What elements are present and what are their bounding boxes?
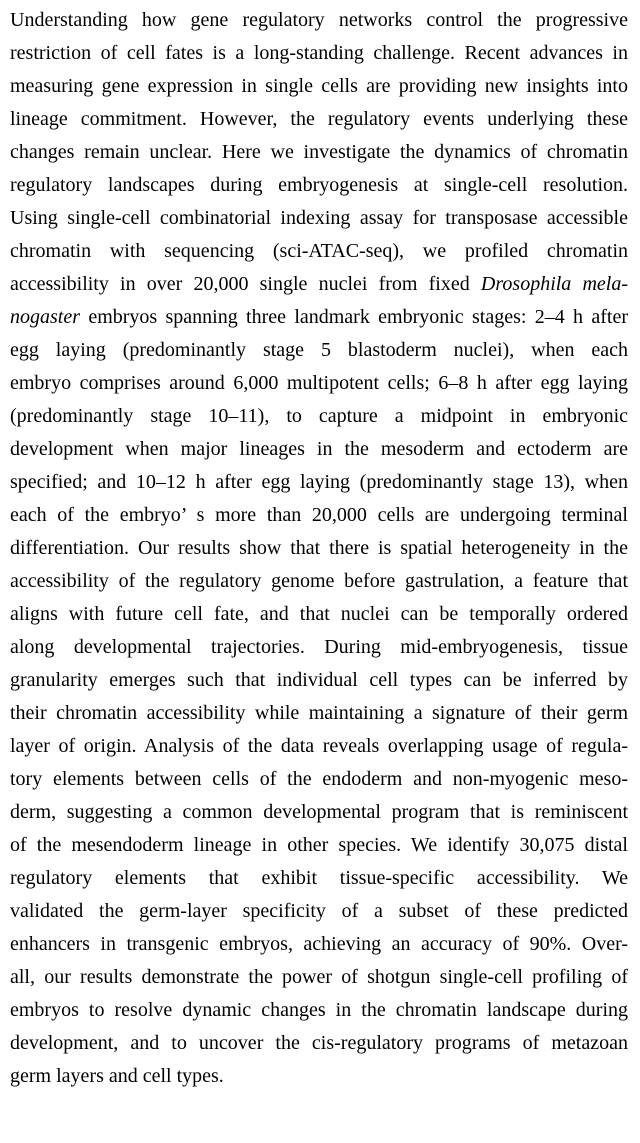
text-line: validated the germ-layer specificity of a subset of these predicted — [10, 900, 628, 922]
text-line: chromatin with sequencing (sci-ATAC-seq), we profiled chromatin — [10, 240, 628, 262]
text-line: measuring gene expression in single cells are providing new insights into — [10, 75, 628, 97]
text-line: along developmental trajectories. During mid-embryogenesis, tissue — [10, 636, 628, 658]
text-line: regulatory elements that exhibit tissue-specific accessibility. We — [10, 867, 628, 889]
text-line: Using single-cell combinatorial indexing assay for transposase accessible — [10, 207, 628, 229]
text-line: differentiation. Our results show that there is spatial heterogeneity in the — [10, 537, 628, 559]
text-line: accessibility of the regulatory genome before gastrulation, a feature that — [10, 570, 628, 592]
text-line: enhancers in transgenic embryos, achieving an accuracy of 90%. Over- — [10, 933, 628, 955]
text-line: (predominantly stage 10–11), to capture a midpoint in embryonic — [10, 405, 628, 427]
text-line: their chromatin accessibility while maintaining a signature of their germ — [10, 702, 628, 724]
text-line: regulatory landscapes during embryogenesis at single-cell resolution. — [10, 174, 628, 196]
text-line — [10, 301, 628, 334]
text-line: restriction of cell fates is a long-standing challenge. Recent advances in — [10, 42, 628, 64]
text-line: specified; and 10–12 h after egg laying (predominantly stage 13), when — [10, 471, 628, 493]
species-name-italic: Drosophila mela- — [480, 273, 628, 295]
text-line — [10, 268, 628, 301]
text-line: layer of origin. Analysis of the data reveals overlapping usage of regula- — [10, 735, 628, 757]
text-line: changes remain unclear. Here we investigate the dynamics of chromatin — [10, 141, 628, 163]
text-line: derm, suggesting a common developmental program that is reminiscent — [10, 801, 628, 823]
text-line: lineage commitment. However, the regulatory events underlying these — [10, 108, 628, 130]
text-line: Understanding how gene regulatory networks control the progressive — [10, 9, 628, 31]
text-line: germ layers and cell types. — [10, 1065, 224, 1087]
text-line: embryos to resolve dynamic changes in the chromatin landscape during — [10, 999, 628, 1021]
text-segment: accessibility in over 20,000 single nuclei from fixed — [10, 273, 470, 295]
text-line: of the mesendoderm lineage in other species. We identify 30,075 distal — [10, 834, 628, 856]
text-line: each of the embryo’ s more than 20,000 cells are undergoing terminal — [10, 504, 628, 526]
text-line: development, and to uncover the cis-regulatory programs of metazoan — [10, 1032, 628, 1054]
text-line: egg laying (predominantly stage 5 blastoderm nuclei), when each — [10, 339, 628, 361]
text-line: tory elements between cells of the endoderm and non-myogenic meso- — [10, 768, 628, 790]
text-segment: embryos spanning three landmark embryonic stages: 2–4 h after — [88, 306, 628, 328]
text-line: aligns with future cell fate, and that nuclei can be temporally ordered — [10, 603, 628, 625]
species-name-italic: nogaster — [10, 306, 80, 328]
text-line: embryo comprises around 6,000 multipotent cells; 6–8 h after egg laying — [10, 372, 628, 394]
text-line: granularity emerges such that individual cell types can be inferred by — [10, 669, 628, 691]
text-line: all, our results demonstrate the power of shotgun single-cell profiling of — [10, 966, 628, 988]
text-line: development when major lineages in the mesoderm and ectoderm are — [10, 438, 628, 460]
